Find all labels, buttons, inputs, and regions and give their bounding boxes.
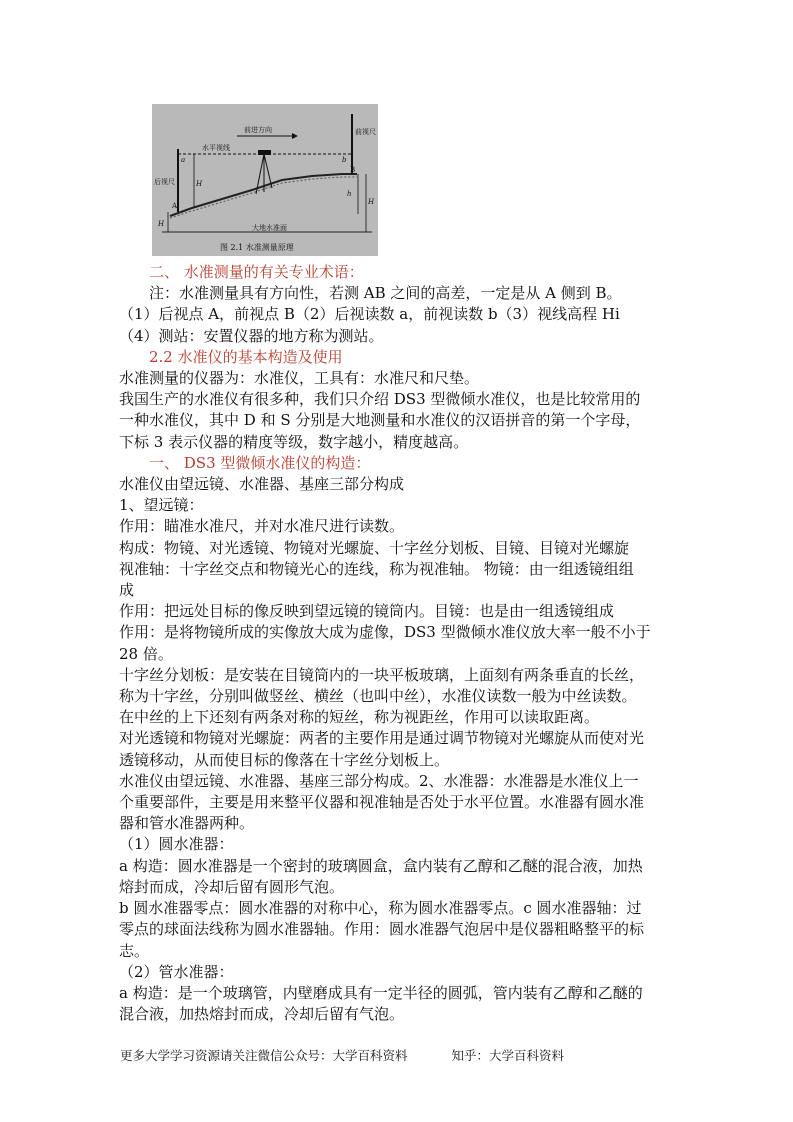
text-line: （1）后视点 A，前视点 B（2）后视读数 a，前视读数 b（3）视线高程 Hi	[119, 305, 620, 324]
text-line: 作用：把远处目标的像反映到望远镜的镜筒内。目镜：也是由一组透镜组成	[119, 602, 615, 621]
label-b: b	[342, 156, 347, 164]
section-heading-ds3: 一、 DS3 型微倾水准仪的构造：	[149, 453, 371, 472]
text-line: 称为十字丝，分别叫做竖丝、横丝（也叫中丝），水准仪读数一般为中丝读数。	[119, 687, 637, 706]
text-line: 28 倍。	[119, 644, 173, 663]
text-line: 个重要部件，主要是用来整平仪器和视准轴是否处于水平位置。水准器有圆水准	[119, 793, 645, 812]
label-Hi: H	[196, 180, 203, 188]
text-line: 器和管水准器两种。	[119, 814, 255, 833]
text-line: 一种水准仪，其中 D 和 S 分别是大地测量和水准仪的汉语拼音的第一个字母，	[119, 411, 641, 430]
text-line: 水准仪由望远镜、水准器、基座三部分构成	[119, 475, 405, 494]
front-rod-label: 前视尺	[355, 128, 376, 136]
text-line: 成	[119, 581, 135, 600]
figure-caption: 图 2.1 水准测量原理	[220, 243, 294, 252]
text-line: 零点的球面法线称为圆水准器轴。作用：圆水准器气泡居中是仪器粗略整平的标	[119, 920, 645, 939]
text-line: b 圆水准器零点：圆水准器的对称中心，称为圆水准器零点。c 圆水准器轴：过	[119, 899, 642, 918]
text-line: 十字丝分划板：是安装在目镜筒内的一块平板玻璃，上面刻有两条垂直的长丝，	[119, 665, 645, 684]
text-line: a 构造：圆水准器是一个密封的玻璃圆盒，盒内装有乙醇和乙醚的混合液，加热	[119, 856, 643, 875]
text-line: 混合液，加热熔封而成，冷却后留有气泡。	[119, 1005, 405, 1024]
label-a: a	[181, 156, 186, 164]
text-line: 构成：物镜、对光透镜、物镜对光螺旋、十字丝分划板、目镜、目镜对光螺旋	[119, 538, 630, 557]
forward-direction-label: 前进方向	[244, 126, 272, 134]
footer-zhihu: 知乎：大学百科资料	[451, 1048, 565, 1063]
text-line: （4）测站：安置仪器的地方称为测站。	[119, 326, 384, 345]
footer-wechat: 更多大学学习资源请关注微信公众号：大学百科资料	[120, 1048, 408, 1063]
text-line: （1）圆水准器：	[119, 835, 234, 854]
text-line: 视准轴：十字丝交点和物镜光心的连线，称为视准轴。 物镜：由一组透镜组组	[119, 559, 634, 578]
section-heading-terms: 二、 水准测量的有关专业术语：	[149, 263, 364, 281]
text-line: （2）管水准器：	[119, 962, 234, 981]
text-line: 对光透镜和物镜对光螺旋：两者的主要作用是通过调节物镜对光螺旋从而使对光	[119, 729, 645, 748]
text-line: 注：水准测量具有方向性，若测 AB 之间的高差，一定是从 A 侧到 B。	[149, 284, 622, 303]
text-line: 作用：是将物镜所成的实像放大成为虚像，DS3 型微倾水准仪放大率一般不小于	[119, 623, 651, 642]
label-HB: H	[368, 198, 375, 206]
label-point-B: B	[350, 166, 356, 174]
text-line: 我国生产的水准仪有很多种，我们只介绍 DS3 型微倾水准仪，也是比较常用的	[119, 390, 641, 409]
level-survey-diagram	[152, 104, 378, 256]
label-point-A: A	[172, 202, 178, 210]
datum-label: 大地水准面	[252, 224, 287, 232]
page-footer	[120, 1046, 604, 1064]
text-line: 下标 3 表示仪器的精度等级，数字越小，精度越高。	[119, 432, 469, 451]
back-rod-label: 后视尺	[154, 178, 175, 186]
text-line: 志。	[119, 941, 150, 960]
level-survey-figure	[152, 104, 378, 256]
label-hAB: h	[347, 190, 352, 198]
text-line: 熔封而成，冷却后留有圆形气泡。	[119, 877, 345, 896]
document-body	[119, 262, 679, 1025]
label-HA: H	[158, 220, 165, 228]
section-heading-2-2: 2.2 水准仪的基本构造及使用	[149, 347, 343, 366]
text-line: a 构造：是一个玻璃管，内壁磨成具有一定半径的圆弧，管内装有乙醇和乙醚的	[119, 983, 643, 1002]
horizontal-line-label: 水平视线	[202, 144, 230, 152]
text-line: 在中丝的上下还刻有两条对称的短丝，称为视距丝，作用可以读取距离。	[119, 708, 600, 727]
text-line: 透镜移动，从而使目标的像落在十字丝分划板上。	[119, 750, 450, 769]
text-line: 水准测量的仪器为：水准仪，工具有：水准尺和尺垫。	[119, 369, 480, 388]
text-line: 1、望远镜：	[119, 496, 204, 515]
text-line: 作用：瞄准水准尺，并对水准尺进行读数。	[119, 517, 405, 536]
text-line: 水准仪由望远镜、水准器、基座三部分构成。2、水准器：水准器是水准仪上一	[119, 771, 639, 790]
